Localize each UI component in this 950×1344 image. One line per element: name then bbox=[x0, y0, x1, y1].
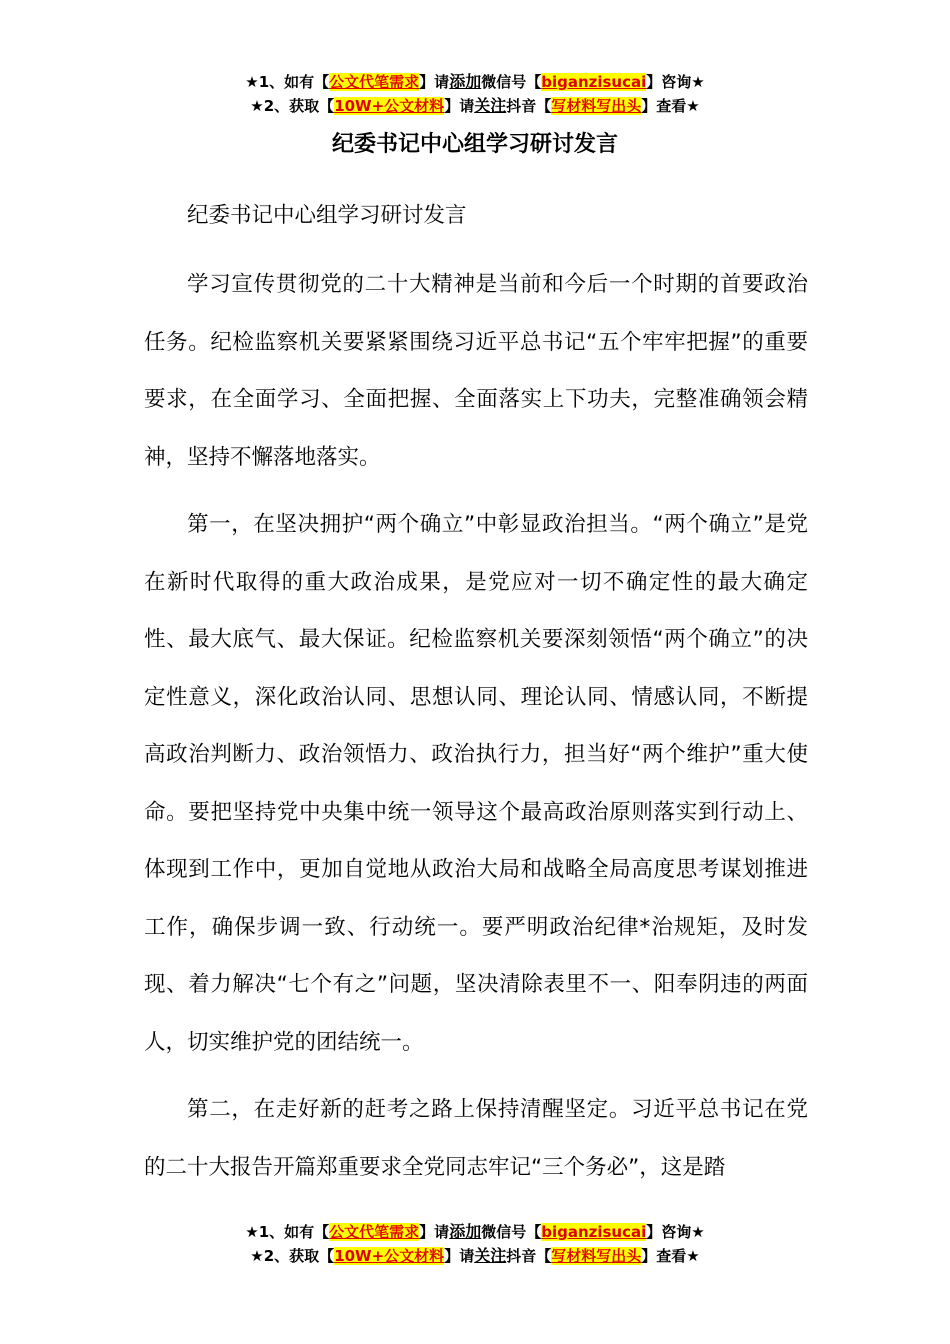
promo-highlight: biganzisucai bbox=[541, 73, 647, 91]
promo-text: 】请 bbox=[444, 1247, 475, 1265]
promo-text: 抖音【 bbox=[506, 1247, 552, 1265]
promo-line-2 bbox=[0, 94, 950, 118]
promo-text: 】查看★ bbox=[641, 1247, 700, 1265]
promo-text: 】请 bbox=[419, 73, 450, 91]
promo-emphasis: 关注 bbox=[474, 1246, 507, 1265]
promo-banner-bottom bbox=[0, 1220, 950, 1268]
subtitle-text: 纪委书记中心组学习研讨发言 bbox=[187, 203, 467, 228]
promo-highlight: 10W+公文材料 bbox=[334, 97, 445, 115]
promo-banner-top bbox=[0, 70, 950, 118]
promo-highlight: 公文代笔需求 bbox=[329, 73, 420, 91]
promo-highlight: 10W+公文材料 bbox=[334, 1247, 445, 1265]
promo-text: ★2、获取【 bbox=[250, 1247, 335, 1265]
promo-highlight: 公文代笔需求 bbox=[329, 1223, 420, 1241]
promo-text: 】查看★ bbox=[641, 97, 700, 115]
promo-line-2 bbox=[0, 1244, 950, 1268]
promo-text: ★1、如有【 bbox=[245, 1223, 330, 1241]
promo-text: 抖音【 bbox=[506, 97, 552, 115]
promo-text: ★2、获取【 bbox=[250, 97, 335, 115]
promo-text: 微信号【 bbox=[481, 1223, 542, 1241]
promo-text: 】咨询★ bbox=[646, 73, 705, 91]
promo-text: 】请 bbox=[419, 1223, 450, 1241]
paragraph: 第二，在走好新的赶考之路上保持清醒坚定。习近平总书记在党的二十大报告开篇郑重要求全党同志牢记“三个务必”，这是踏 bbox=[144, 1097, 808, 1180]
promo-line-1 bbox=[0, 1220, 950, 1244]
promo-highlight: biganzisucai bbox=[541, 1223, 647, 1241]
promo-emphasis: 关注 bbox=[474, 96, 507, 115]
paragraph: 学习宣传贯彻党的二十大精神是当前和今后一个时期的首要政治任务。纪检监察机关要紧紧围绕习近平总书记“五个牢牢把握”的重要要求，在全面学习、全面把握、全面落实上下功夫，完整准确领会精神，坚持不懈落地落实。 bbox=[144, 272, 808, 470]
document-title: 纪委书记中心组学习研讨发言 bbox=[331, 132, 618, 157]
document-body bbox=[144, 256, 808, 1206]
promo-emphasis: 添加 bbox=[449, 72, 482, 91]
promo-text: 】咨询★ bbox=[646, 1223, 705, 1241]
promo-highlight: 写材料写出头 bbox=[551, 97, 642, 115]
promo-emphasis: 添加 bbox=[449, 1222, 482, 1241]
promo-text: ★1、如有【 bbox=[245, 73, 330, 91]
paragraph: 第一，在坚决拥护“两个确立”中彰显政治担当。“两个确立”是党在新时代取得的重大政治成果，是党应对一切不确定性的最大确定性、最大底气、最大保证。纪检监察机关要深刻领悟“两个确立”的决定性意义，深化政治认同、思想认同、理论认同、情感认同，不断提高政治判断力、政治领悟力、政治执行力，担当好“两个维护”重大使命。要把坚持党中央集中统一领导这个最高政治原则落实到行动上、体现到工作中，更加自觉地从政治大局和战略全局高度思考谋划推进工作，确保步调一致、行动统一。要严明政治纪律*治规矩，及时发现、着力解决“七个有之”问题，坚决清除表里不一、阳奉阴违的两面人，切实维护党的团结统一。 bbox=[144, 512, 808, 1055]
promo-text: 】请 bbox=[444, 97, 475, 115]
promo-highlight: 写材料写出头 bbox=[551, 1247, 642, 1265]
promo-text: 微信号【 bbox=[481, 73, 542, 91]
promo-line-1 bbox=[0, 70, 950, 94]
document-subtitle bbox=[144, 187, 808, 255]
